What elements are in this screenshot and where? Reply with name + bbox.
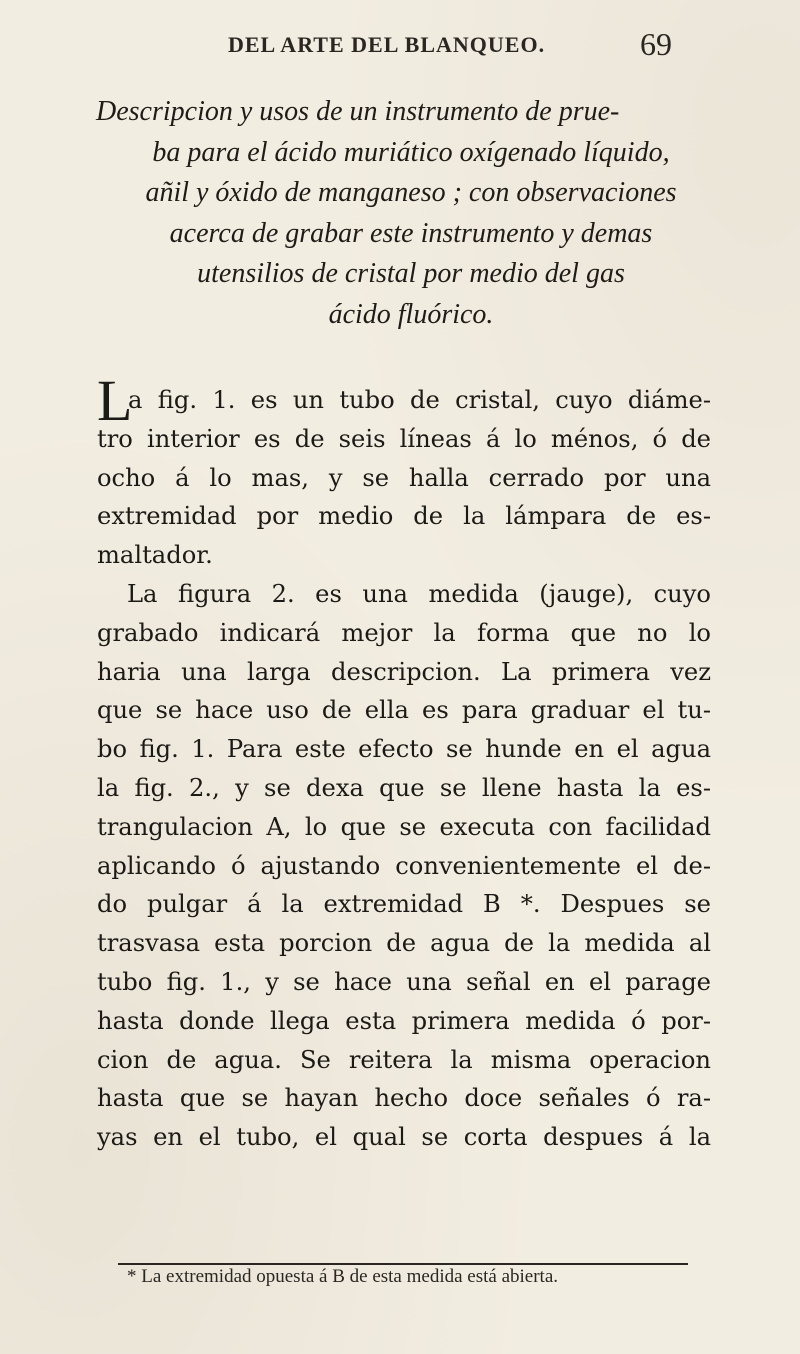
body-text — [97, 381, 711, 1157]
running-title: DEL ARTE DEL BLANQUEO. — [228, 32, 546, 57]
body-line: cion de agua. Se reitera la misma operacion — [97, 1045, 711, 1074]
footnote: * La extremidad opuesta á B de esta medida está abierta. — [127, 1266, 559, 1287]
body-line: aplicando ó ajustando convenientemente el de- — [97, 851, 711, 880]
body-line: que se hace uso de ella es para graduar el tu- — [97, 696, 711, 725]
body-line: tubo fig. 1., y se hace una señal en el parage — [97, 967, 711, 996]
body-line: ocho á lo mas, y se halla cerrado por una — [97, 463, 711, 492]
body-line: maltador. — [97, 541, 213, 570]
body-line: grabado indicará mejor la forma que no lo — [97, 618, 711, 647]
body-line: hasta que se hayan hecho doce señales ó ra- — [97, 1084, 711, 1113]
drop-cap: L — [97, 368, 133, 433]
body-line: La figura 2. es una medida (jauge), cuyo — [127, 579, 711, 608]
page-number: 69 — [640, 26, 672, 62]
heading-line: acerca de grabar este instrumento y demas — [169, 217, 653, 249]
heading-line: utensilios de cristal por medio del gas — [197, 258, 625, 289]
heading-line: ba para el ácido muriático oxígenado líquido, — [152, 136, 670, 168]
body-line: trangulacion A, lo que se executa con facilidad — [97, 812, 711, 841]
body-line: yas en el tubo, el qual se corta despues á la — [97, 1123, 711, 1152]
body-line: tro interior es de seis líneas á lo ménos, ó de — [97, 424, 711, 453]
heading-line: ácido fluórico. — [328, 298, 494, 330]
body-line: hasta donde llega esta primera medida ó por- — [97, 1006, 711, 1035]
body-line: extremidad por medio de la lámpara de es- — [97, 502, 711, 531]
body-line: bo fig. 1. Para este efecto se hunde en el agua — [97, 735, 711, 764]
running-head — [0, 26, 800, 70]
body-line: do pulgar á la extremidad B *. Despues se — [97, 890, 711, 919]
section-heading — [96, 92, 726, 335]
body-line: trasvasa esta porcion de agua de la medida al — [97, 929, 711, 958]
body-line: haria una larga descripcion. La primera vez — [97, 657, 711, 686]
heading-line: añil y óxido de manganeso ; con observaciones — [145, 177, 677, 208]
body-line: a fig. 1. es un tubo de cristal, cuyo diáme- — [128, 386, 711, 414]
heading-line: Descripcion y usos de un instrumento de prue- — [96, 96, 620, 127]
body-line: la fig. 2., y se dexa que se llene hasta la es- — [97, 773, 711, 802]
